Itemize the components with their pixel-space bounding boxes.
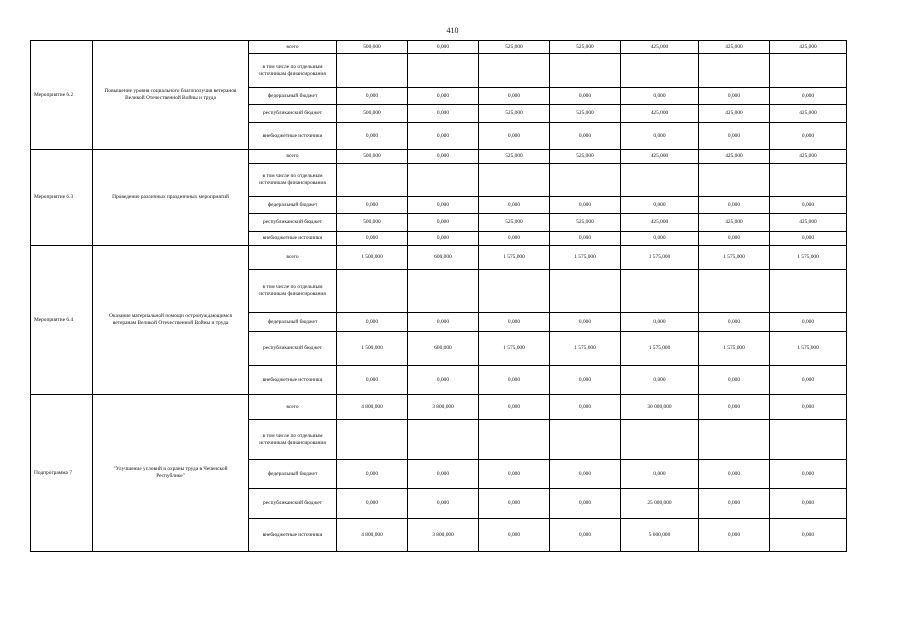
amount-cell (699, 164, 770, 197)
amount-cell: 0,000 (699, 489, 770, 519)
budget-table-body (31, 41, 847, 552)
amount-cell (770, 270, 847, 313)
amount-cell: 3 800,000 (408, 519, 479, 552)
amount-cell: 0,000 (479, 88, 550, 105)
source-total: всего (249, 246, 337, 270)
amount-cell: 0,000 (337, 313, 408, 332)
source-republican-budget: республиканский бюджет (249, 105, 337, 123)
amount-cell: 0,000 (479, 123, 550, 150)
amount-cell: 425,000 (770, 214, 847, 232)
amount-cell (550, 270, 621, 313)
amount-cell: 0,000 (621, 123, 699, 150)
amount-cell: 425,000 (621, 105, 699, 123)
source-breakdown: в том числе по отдельным источникам финансирования (249, 270, 337, 313)
amount-cell (479, 420, 550, 460)
amount-cell (408, 420, 479, 460)
amount-cell (408, 270, 479, 313)
amount-cell (479, 164, 550, 197)
table-row (31, 395, 847, 420)
amount-cell: 0,000 (770, 197, 847, 214)
amount-cell: 425,000 (699, 105, 770, 123)
amount-cell: 0,000 (770, 366, 847, 395)
amount-cell: 1 575,000 (621, 332, 699, 366)
amount-cell (408, 54, 479, 88)
amount-cell: 1 575,000 (621, 246, 699, 270)
amount-cell: 0,000 (479, 313, 550, 332)
amount-cell (699, 270, 770, 313)
amount-cell: 0,000 (550, 489, 621, 519)
amount-cell: 3 800,000 (408, 395, 479, 420)
source-federal-budget: федеральный бюджет (249, 460, 337, 489)
amount-cell (621, 270, 699, 313)
amount-cell (479, 54, 550, 88)
amount-cell: 0,000 (479, 519, 550, 552)
source-extrabudgetary: внебюджетные источники (249, 519, 337, 552)
amount-cell (621, 54, 699, 88)
source-republican-budget: республиканский бюджет (249, 489, 337, 519)
amount-cell: 0,000 (770, 313, 847, 332)
budget-table (30, 40, 847, 552)
amount-cell: 0,000 (408, 105, 479, 123)
amount-cell: 0,000 (621, 313, 699, 332)
amount-cell: 4 800,000 (337, 395, 408, 420)
table-row (31, 246, 847, 270)
table-row (31, 41, 847, 54)
source-total: всего (249, 150, 337, 164)
amount-cell: 30 000,000 (621, 395, 699, 420)
amount-cell: 1 575,000 (699, 332, 770, 366)
amount-cell (699, 420, 770, 460)
amount-cell: 0,000 (770, 460, 847, 489)
amount-cell (337, 164, 408, 197)
program-name: "Улучшение условий и охраны труда в Чеченской Республике" (93, 395, 249, 552)
amount-cell: 0,000 (550, 197, 621, 214)
amount-cell: 4 800,000 (337, 519, 408, 552)
amount-cell: 0,000 (408, 214, 479, 232)
amount-cell (770, 54, 847, 88)
amount-cell: 525,000 (550, 214, 621, 232)
amount-cell: 0,000 (699, 366, 770, 395)
amount-cell (337, 270, 408, 313)
source-extrabudgetary: внебюджетные источники (249, 232, 337, 246)
amount-cell: 0,000 (479, 395, 550, 420)
amount-cell: 0,000 (550, 313, 621, 332)
source-breakdown: в том числе по отдельным источникам финансирования (249, 420, 337, 460)
source-extrabudgetary: внебюджетные источники (249, 366, 337, 395)
amount-cell: 0,000 (550, 366, 621, 395)
amount-cell: 0,000 (550, 519, 621, 552)
amount-cell: 0,000 (337, 88, 408, 105)
amount-cell: 425,000 (770, 150, 847, 164)
amount-cell: 0,000 (699, 395, 770, 420)
amount-cell: 425,000 (699, 41, 770, 54)
amount-cell: 425,000 (621, 150, 699, 164)
amount-cell: 1 575,000 (699, 246, 770, 270)
amount-cell: 25 000,000 (621, 489, 699, 519)
amount-cell: 0,000 (337, 197, 408, 214)
amount-cell: 0,000 (337, 460, 408, 489)
amount-cell: 0,000 (550, 232, 621, 246)
amount-cell: 500,000 (337, 41, 408, 54)
amount-cell: 0,000 (699, 460, 770, 489)
amount-cell: 425,000 (621, 41, 699, 54)
amount-cell: 500,000 (337, 214, 408, 232)
program-code: Мероприятие 6.4 (31, 246, 93, 395)
amount-cell (770, 164, 847, 197)
amount-cell: 525,000 (550, 150, 621, 164)
source-republican-budget: республиканский бюджет (249, 214, 337, 232)
amount-cell: 0,000 (550, 123, 621, 150)
amount-cell: 0,000 (479, 460, 550, 489)
source-breakdown: в том числе по отдельным источникам финансирования (249, 164, 337, 197)
amount-cell: 0,000 (699, 313, 770, 332)
amount-cell: 425,000 (699, 150, 770, 164)
amount-cell: 0,000 (621, 232, 699, 246)
amount-cell: 500,000 (337, 105, 408, 123)
amount-cell: 0,000 (479, 197, 550, 214)
source-federal-budget: федеральный бюджет (249, 313, 337, 332)
amount-cell: 0,000 (699, 197, 770, 214)
source-total: всего (249, 41, 337, 54)
amount-cell (337, 54, 408, 88)
amount-cell: 1 575,000 (479, 332, 550, 366)
source-total: всего (249, 395, 337, 420)
amount-cell: 1 500,000 (337, 246, 408, 270)
amount-cell: 425,000 (770, 41, 847, 54)
amount-cell: 0,000 (337, 232, 408, 246)
amount-cell: 600,000 (408, 246, 479, 270)
amount-cell: 525,000 (479, 150, 550, 164)
amount-cell (621, 164, 699, 197)
source-federal-budget: федеральный бюджет (249, 197, 337, 214)
program-code: Мероприятие 6.3 (31, 150, 93, 246)
amount-cell (550, 164, 621, 197)
amount-cell: 0,000 (770, 232, 847, 246)
amount-cell (770, 420, 847, 460)
amount-cell (699, 54, 770, 88)
amount-cell: 1 575,000 (770, 332, 847, 366)
amount-cell: 0,000 (550, 88, 621, 105)
amount-cell: 0,000 (550, 395, 621, 420)
amount-cell: 0,000 (408, 150, 479, 164)
amount-cell: 0,000 (408, 41, 479, 54)
amount-cell (408, 164, 479, 197)
source-extrabudgetary: внебюджетные источники (249, 123, 337, 150)
amount-cell: 0,000 (408, 88, 479, 105)
program-code: Подпрограмма 7 (31, 395, 93, 552)
amount-cell: 1 575,000 (770, 246, 847, 270)
program-code: Мероприятие 6.2 (31, 41, 93, 150)
amount-cell (337, 420, 408, 460)
amount-cell: 0,000 (770, 395, 847, 420)
amount-cell: 525,000 (550, 41, 621, 54)
amount-cell: 0,000 (621, 197, 699, 214)
amount-cell (550, 420, 621, 460)
amount-cell: 0,000 (408, 197, 479, 214)
amount-cell: 0,000 (621, 366, 699, 395)
amount-cell: 525,000 (479, 214, 550, 232)
program-name: Проведение различных праздничных мероприятий (93, 150, 249, 246)
amount-cell: 0,000 (699, 519, 770, 552)
amount-cell: 0,000 (408, 460, 479, 489)
amount-cell: 425,000 (621, 214, 699, 232)
amount-cell: 0,000 (770, 519, 847, 552)
amount-cell: 0,000 (621, 460, 699, 489)
table-row (31, 150, 847, 164)
amount-cell: 425,000 (770, 105, 847, 123)
amount-cell: 0,000 (479, 232, 550, 246)
amount-cell (479, 270, 550, 313)
amount-cell: 1 575,000 (479, 246, 550, 270)
amount-cell: 5 000,000 (621, 519, 699, 552)
source-federal-budget: федеральный бюджет (249, 88, 337, 105)
amount-cell: 0,000 (770, 489, 847, 519)
amount-cell: 0,000 (337, 489, 408, 519)
amount-cell: 500,000 (337, 150, 408, 164)
amount-cell: 0,000 (550, 460, 621, 489)
page-number: 410 (446, 26, 459, 35)
amount-cell: 525,000 (479, 105, 550, 123)
amount-cell: 0,000 (337, 366, 408, 395)
amount-cell: 0,000 (479, 366, 550, 395)
amount-cell: 0,000 (770, 88, 847, 105)
amount-cell: 0,000 (337, 123, 408, 150)
program-name: Оказание материальной помощи остронуждающимся ветеранам Великой Отечественной Войны и труда (93, 246, 249, 395)
program-name: Повышение уровня социального благополучия ветеранов Великой Отечественной Войны и труда (93, 41, 249, 150)
amount-cell: 525,000 (479, 41, 550, 54)
amount-cell: 1 575,000 (550, 246, 621, 270)
amount-cell: 0,000 (479, 489, 550, 519)
amount-cell: 1 575,000 (550, 332, 621, 366)
amount-cell: 0,000 (408, 366, 479, 395)
amount-cell: 0,000 (770, 123, 847, 150)
amount-cell: 0,000 (408, 232, 479, 246)
source-breakdown: в том числе по отдельным источникам финансирования (249, 54, 337, 88)
amount-cell: 0,000 (408, 313, 479, 332)
amount-cell: 0,000 (408, 123, 479, 150)
amount-cell: 0,000 (699, 123, 770, 150)
source-republican-budget: республиканский бюджет (249, 332, 337, 366)
amount-cell: 525,000 (550, 105, 621, 123)
amount-cell: 0,000 (699, 232, 770, 246)
amount-cell: 0,000 (699, 88, 770, 105)
amount-cell: 0,000 (408, 489, 479, 519)
amount-cell (550, 54, 621, 88)
amount-cell: 0,000 (621, 88, 699, 105)
amount-cell: 600,000 (408, 332, 479, 366)
amount-cell (621, 420, 699, 460)
amount-cell: 1 500,000 (337, 332, 408, 366)
amount-cell: 425,000 (699, 214, 770, 232)
